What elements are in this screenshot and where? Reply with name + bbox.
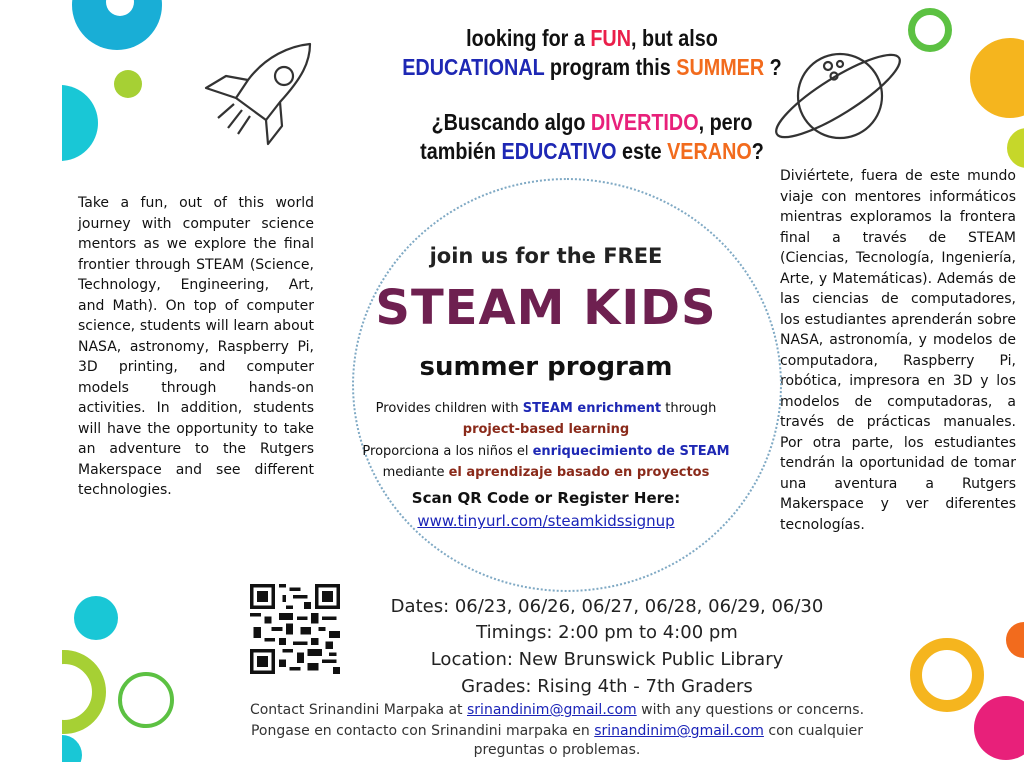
enrichment-english: Provides children with STEAM enrichment through project-based learning: [375, 401, 717, 437]
event-grades: Grades: Rising 4th - 7th Graders: [461, 676, 753, 697]
decor-ring-green-top: [908, 8, 952, 52]
contact-email-link[interactable]: srinandinim@gmail.com: [467, 702, 637, 718]
decor-dot-teal-left: [62, 85, 98, 161]
description-spanish: Diviértete, fuera de este mundo viaje con mentores informáticos mientras exploramos la frontera final a través de STEAM (Ciencias, Tecnología, Ingeniería, Arte, y Matemáticas). Además de las ciencias de computadores, los estudiantes aprenderán sobre NASA, astronomía, y modelos de computadora, Raspberry Pi, robótica, impresora en 3D y los modelos de computadoras, a través de prácticas manuales. Por otra parte, los estudiantes tendrán la oportunidad de tomar una aventura a Rutgers Makerspace y ver diferentes tecnologías.: [780, 168, 1016, 533]
decor-dot-orange-corner: [1006, 622, 1024, 658]
program-title: STEAM KIDS: [375, 280, 717, 336]
event-timings: Timings: 2:00 pm to 4:00 pm: [476, 622, 738, 643]
heading-spanish: ¿Buscando algo DIVERTIDO, pero también EDUCATIVO este VERANO?: [420, 109, 764, 164]
event-dates: Dates: 06/23, 06/26, 06/27, 06/28, 06/29, 06/30: [390, 596, 824, 617]
decor-dot-lime-right: [1007, 128, 1024, 168]
program-subtitle: summer program: [419, 352, 673, 382]
join-us-text: join us for the FREE: [429, 244, 663, 268]
decor-ring-lime-bottom: [62, 650, 106, 734]
description-english: Take a fun, out of this world journey with computer science mentors as we explore the final frontier through STEAM (Science, Technology, Engineering, Art, and Math). On top of computer science, students will learn about NASA, astronomy, Raspberry Pi, 3D printing, and computer models through hands-on activities. In addition, students will have the opportunity to take an adventure to the Rutgers Makerspace and see different technologies.: [78, 195, 314, 498]
contact-english: Contact Srinandini Marpaka at srinandinim@gmail.com with any questions or concerns.: [249, 702, 865, 718]
rocket-icon: [192, 36, 332, 168]
decor-dot-teal-bottom: [74, 596, 118, 640]
enrichment-spanish: Proporciona a los niños el enriquecimiento de STEAM mediante el aprendizaje basado en proyectos: [362, 444, 730, 480]
heading-english: looking for a FUN, but also EDUCATIONAL program this SUMMER ?: [402, 25, 782, 80]
decor-dot-lime-small: [114, 70, 142, 98]
contact-email-link-es[interactable]: srinandinim@gmail.com: [594, 723, 764, 739]
decor-dot-orange-right: [970, 38, 1024, 118]
signup-link[interactable]: www.tinyurl.com/steamkidssignup: [417, 512, 675, 530]
decor-ring-green-bottom: [118, 672, 174, 728]
contact-spanish-line2: preguntas o problemas.: [473, 742, 641, 758]
flyer: [62, 0, 1024, 762]
signup-link-wrap: [308, 512, 784, 530]
decor-dot-teal-corner: [62, 735, 82, 762]
decor-dot-magenta-bottom: [974, 696, 1024, 760]
scan-register-text: Scan QR Code or Register Here:: [411, 489, 681, 507]
contact-spanish: Pongase en contacto con Srinandini marpaka en srinandinim@gmail.com con cualquier preguntas o problemas.: [172, 722, 942, 760]
event-location: Location: New Brunswick Public Library: [430, 649, 784, 670]
